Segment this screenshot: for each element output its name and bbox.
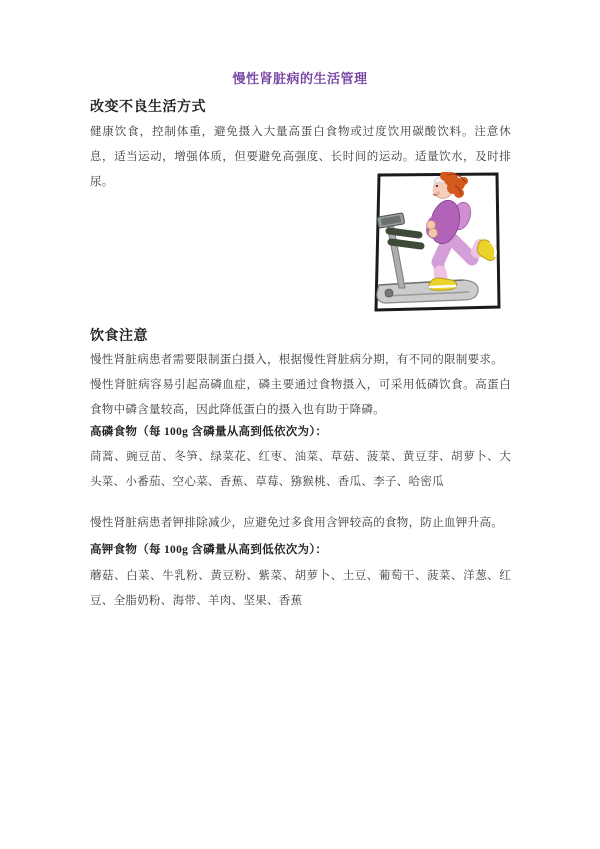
page-title: 慢性肾脏病的生活管理 bbox=[232, 71, 368, 86]
list-high-phosphorus-foods: 茼蒿、豌豆苗、冬笋、绿菜花、红枣、油菜、草菇、菠菜、黄豆芽、胡萝卜、大头菜、小番茄、空心菜、香蕉、草莓、猕猴桃、香瓜、李子、哈密瓜 bbox=[90, 451, 511, 488]
paragraph-phosphorus: 慢性肾脏病容易引起高磷血症，磷主要通过食物摄入，可采用低磷饮食。高蛋白食物中磷含量较高，因此降低蛋白的摄入也有助于降磷。 bbox=[90, 379, 511, 416]
treadmill-runner-illustration bbox=[371, 172, 521, 322]
paragraph-protein-limit: 慢性肾脏病患者需要限制蛋白摄入，根据慢性肾脏病分期，有不同的限制要求。 bbox=[90, 354, 503, 366]
paragraph-potassium: 慢性肾脏病患者钾排除减少，应避免过多食用含钾较高的食物，防止血钾升高。 bbox=[90, 517, 503, 529]
section-heading-diet: 饮食注意 bbox=[90, 329, 148, 344]
treadmill-runner-icon bbox=[371, 172, 521, 322]
label-high-phosphorus-foods: 高磷食物（每 100g 含磷量从高到低依次为）： bbox=[90, 426, 328, 438]
section-heading-lifestyle: 改变不良生活方式 bbox=[90, 100, 206, 115]
label-high-potassium-foods: 高钾食物（每 100g 含磷量从高到低依次为）： bbox=[90, 544, 328, 556]
paragraph-lifestyle: 健康饮食，控制体重，避免摄入大量高蛋白食物或过度饮用碳酸饮料。注意休息，适当运动，增强体质，但要避免高强度、长时间的运动。适量饮水，及时排尿。 bbox=[90, 126, 511, 188]
list-high-potassium-foods: 蘑菇、白菜、牛乳粉、黄豆粉、紫菜、胡萝卜、土豆、葡萄干、菠菜、洋葱、红豆、全脂奶粉、海带、羊肉、坚果、香蕉 bbox=[90, 570, 511, 607]
